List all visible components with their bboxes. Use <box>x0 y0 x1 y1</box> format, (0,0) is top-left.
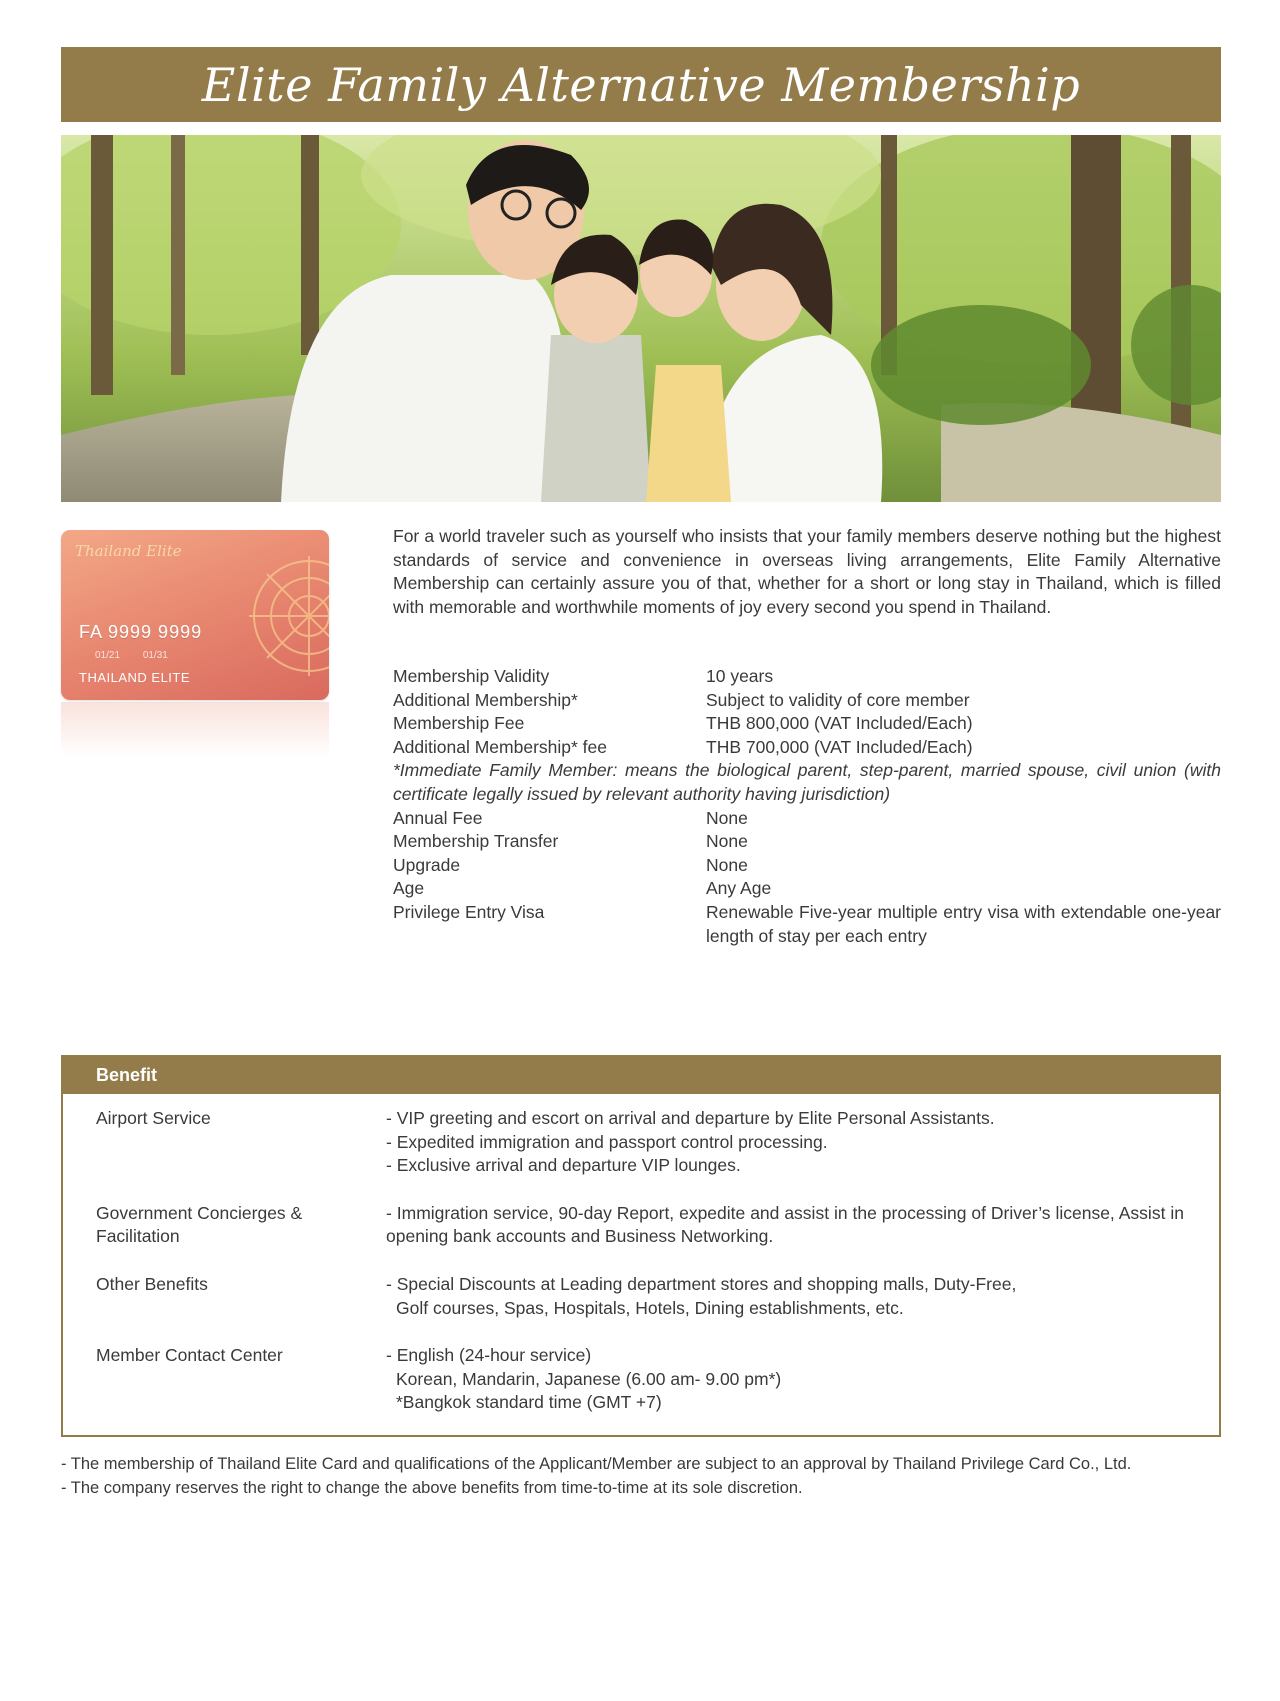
benefit-line: - Expedited immigration and passport control processing. <box>386 1131 828 1152</box>
spec-row <box>393 665 1221 689</box>
card-reflection <box>61 702 329 757</box>
card-valid-thru: 01/31 <box>142 650 168 661</box>
benefit-line: - Exclusive arrival and departure VIP lounges. <box>386 1155 741 1176</box>
spec-label: Membership Transfer <box>393 831 559 852</box>
spec-label: Annual Fee <box>393 807 483 828</box>
spec-value: Any Age <box>706 878 772 899</box>
benefit-label: Other Benefits <box>96 1273 208 1294</box>
spec-value: THB 800,000 (VAT Included/Each) <box>706 713 973 734</box>
benefit-row-other <box>96 1273 1184 1320</box>
spec-row <box>393 877 1221 901</box>
benefit-label: Member Contact Center <box>96 1345 283 1366</box>
benefit-row-airport <box>96 1107 1184 1178</box>
card-front <box>61 530 329 700</box>
footnotes <box>61 1453 1241 1500</box>
membership-card <box>61 530 331 755</box>
benefit-detail <box>386 1344 1184 1415</box>
spec-label: Additional Membership* <box>393 689 578 710</box>
benefit-line: *Bangkok standard time (GMT +7) <box>396 1392 662 1413</box>
title-banner <box>61 47 1221 122</box>
spec-row <box>393 854 1221 878</box>
benefit-detail <box>386 1107 1184 1178</box>
spec-value: None <box>706 854 748 875</box>
spec-label: Membership Fee <box>393 713 525 734</box>
benefit-line: - VIP greeting and escort on arrival and departure by Elite Personal Assistants. <box>386 1108 995 1128</box>
card-brand: Thailand Elite <box>75 542 182 560</box>
spec-row <box>393 807 1221 831</box>
benefit-label: Government Concierges & Facilitation <box>96 1202 303 1247</box>
spec-row <box>393 830 1221 854</box>
benefit-section <box>61 1055 1221 1437</box>
spec-value: 10 years <box>706 666 774 686</box>
spec-row <box>393 689 1221 713</box>
benefit-row-contact <box>96 1344 1184 1415</box>
page-title: Elite Family Alternative Membership <box>201 57 1081 112</box>
spec-label: Membership Validity <box>393 666 550 686</box>
spec-value: Renewable Five-year multiple entry visa with extendable one-year length of stay per each entry <box>706 901 1221 946</box>
family-member-note: *Immediate Family Member: means the biological parent, step-parent, married spouse, civil union (with certificate legally issued by relevant authority having jurisdiction) <box>393 760 1221 804</box>
benefit-detail <box>386 1202 1184 1249</box>
benefit-heading: Benefit <box>63 1057 1219 1094</box>
benefit-label: Airport Service <box>96 1108 211 1128</box>
spec-value: Subject to validity of core member <box>706 689 970 710</box>
card-number: FA 9999 9999 <box>79 622 203 642</box>
intro-paragraph: For a world traveler such as yourself who insists that your family members deserve nothing but the highest standards of service and convenience in overseas living arrangements, Elite Family Alternative Membership can certainly assure you of that, whether for a short or long stay in Thailand, which is filled with memorable and worthwhile moments of joy every second you spend in Thailand. <box>393 526 1221 617</box>
spec-label: Privilege Entry Visa <box>393 901 545 922</box>
benefit-line: - English (24-hour service) <box>386 1345 592 1366</box>
benefit-list <box>63 1094 1219 1415</box>
spec-value: THB 700,000 (VAT Included/Each) <box>706 736 973 757</box>
card-valid-from: 01/21 <box>95 650 121 661</box>
spec-row <box>393 712 1221 736</box>
spec-row <box>393 901 1221 948</box>
spec-label: Additional Membership* fee <box>393 736 608 757</box>
membership-specs <box>393 665 1221 948</box>
footnote: - The company reserves the right to change the above benefits from time-to-time at its sole discretion. <box>61 1478 803 1497</box>
benefit-line: - Special Discounts at Leading department stores and shopping malls, Duty-Free, <box>386 1273 1017 1294</box>
benefit-line: Golf courses, Spas, Hospitals, Hotels, Dining establishments, etc. <box>396 1297 904 1318</box>
medallion-icon <box>239 536 329 696</box>
spec-label: Upgrade <box>393 854 461 875</box>
benefit-line: Korean, Mandarin, Japanese (6.00 am- 9.00 pm*) <box>396 1368 782 1389</box>
footnote: - The membership of Thailand Elite Card and qualifications of the Applicant/Member are subject to an approval by Thailand Privilege Card Co., Ltd. <box>61 1455 1132 1473</box>
benefit-line: - Immigration service, 90-day Report, expedite and assist in the processing of Driver’s license, Assist in opening bank accounts and Business Networking. <box>386 1202 1184 1247</box>
spec-label: Age <box>393 878 425 899</box>
benefit-row-government <box>96 1202 1184 1249</box>
family-photo <box>61 135 1221 502</box>
spec-value: None <box>706 831 748 852</box>
benefit-detail <box>386 1273 1184 1320</box>
spec-value: None <box>706 807 748 828</box>
card-holder: THAILAND ELITE <box>79 670 191 685</box>
spec-row <box>393 736 1221 760</box>
card-dates <box>95 650 168 661</box>
